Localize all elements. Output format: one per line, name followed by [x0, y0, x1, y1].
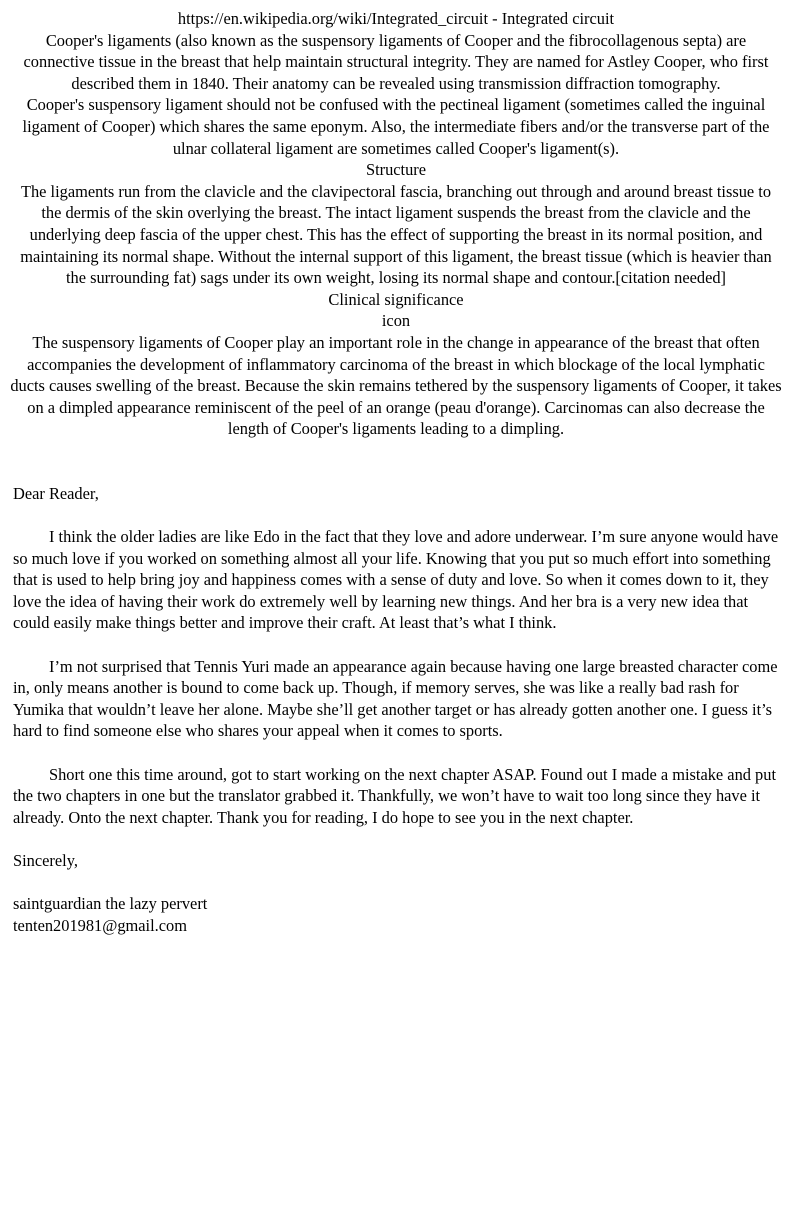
- intro-paragraph-2: Cooper's suspensory ligament should not be confused with the pectineal ligament (sometimes called the inguinal ligament of Cooper) which shares the same eponym. Also, the intermediate fibers and/or the transverse part of the ulnar collateral ligament are sometimes called Cooper's ligament(s).: [22, 95, 770, 158]
- letter-paragraph-2: I’m not surprised that Tennis Yuri made an appearance again because having one large breasted character come in, only means another is bound to come back up. Though, if memory serves, she was like a really bad rash for Yumika that wouldn’t leave her alone. Maybe she’ll get another target or has already gotten another one. I guess it’s hard to find someone else who shares your appeal when it comes to sports.: [13, 656, 778, 741]
- signature-email: tenten201981@gmail.com: [13, 915, 187, 935]
- letter-paragraph-3: Short one this time around, got to start working on the next chapter ASAP. Found out I made a mistake and put the two chapters in one but the translator grabbed it. Thankfully, we won’t have to wait too long since they have it already. Onto the next chapter. Thank you for reading, I do hope to see you in the next chapter.: [13, 764, 777, 827]
- letter-signature: [13, 893, 779, 936]
- article-excerpt: [0, 0, 792, 440]
- letter-closing: Sincerely,: [13, 850, 78, 870]
- clinical-significance-heading: Clinical significance: [328, 289, 464, 309]
- letter-greeting: Dear Reader,: [13, 483, 99, 503]
- signature-name: saintguardian the lazy pervert: [13, 894, 208, 914]
- structure-paragraph: The ligaments run from the clavicle and the clavipectoral fascia, branching out through and around breast tissue to the dermis of the skin overlying the breast. The intact ligament suspends the breast from the clavicle and the underlying deep fascia of the upper chest. This has the effect of supporting the breast in its normal position, and maintaining its normal shape. Without the internal support of this ligament, the breast tissue (which is heavier than the surrounding fat) sags under its own weight, losing its normal shape and contour.[citation needed]: [20, 181, 772, 288]
- page-url-title: https://en.wikipedia.org/wiki/Integrated_circuit - Integrated circuit: [177, 9, 615, 28]
- structure-heading: Structure: [365, 160, 427, 180]
- translator-letter: [0, 483, 792, 936]
- letter-paragraph-1: I think the older ladies are like Edo in the fact that they love and adore underwear. I’m sure anyone would have so much love if you worked on something almost all your life. Knowing that you put so much effort into something that is used to help bring joy and happiness comes with a sense of duty and love. So when it comes down to it, they love the idea of having their work do extremely well by learning new things. And her bra is a very new idea that could easily make things better and improve their craft. At least that’s what I think.: [13, 527, 779, 633]
- clinical-paragraph: The suspensory ligaments of Cooper play an important role in the change in appearance of the breast that often accompanies the development of inflammatory carcinoma of the breast in which blockage of the local lymphatic ducts causes swelling of the breast. Because the skin remains tethered by the suspensory ligaments of Cooper, it takes on a dimpled appearance reminiscent of the peel of an orange (peau d'orange). Carcinomas can also decrease the length of Cooper's ligaments leading to a dimpling.: [10, 332, 782, 439]
- icon-placeholder-text: icon: [381, 311, 411, 331]
- intro-paragraph-1: Cooper's ligaments (also known as the suspensory ligaments of Cooper and the fibrocollagenous septa) are connective tissue in the breast that help maintain structural integrity. They are named for Astley Cooper, who first described them in 1840. Their anatomy can be revealed using transmission diffraction tomography.: [23, 30, 769, 93]
